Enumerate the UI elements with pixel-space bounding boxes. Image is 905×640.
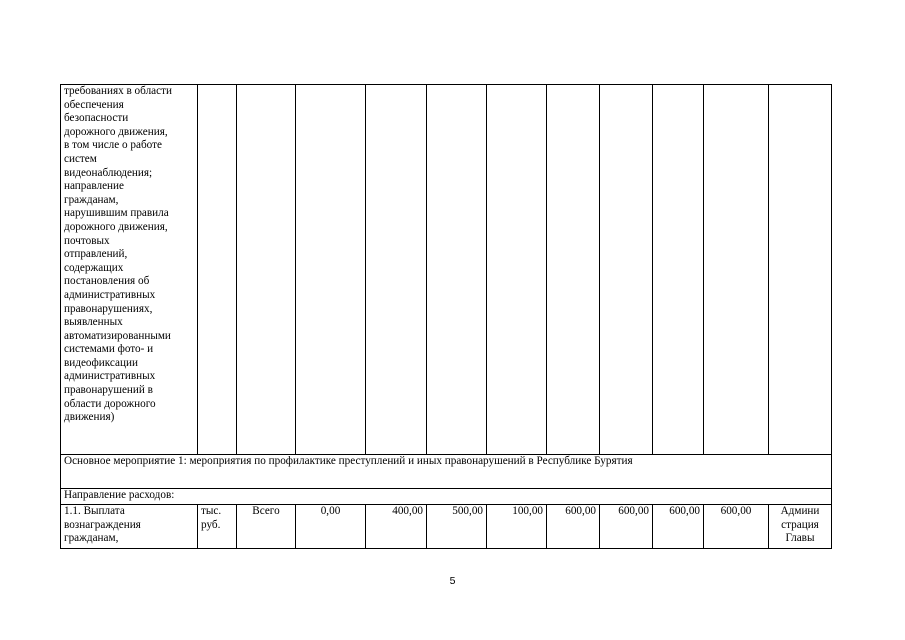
continuation-description-cell: [61, 85, 198, 455]
value-cell: 500,00: [427, 505, 487, 549]
page-number: 5: [449, 575, 456, 587]
empty-cell: [427, 85, 487, 455]
value-cell: 600,00: [653, 505, 704, 549]
empty-cell: [653, 85, 704, 455]
value-cell: 0,00: [296, 505, 366, 549]
main-event-row: [61, 455, 832, 489]
empty-cell: [296, 85, 366, 455]
item-name-cell: 1.1. Выплата вознаграждения гражданам,: [61, 505, 198, 549]
unit-cell: тыс. руб.: [198, 505, 237, 549]
empty-cell: [198, 85, 237, 455]
empty-cell: [704, 85, 769, 455]
value-cell: 600,00: [547, 505, 600, 549]
empty-cell: [237, 85, 296, 455]
continuation-row: [61, 85, 832, 455]
empty-cell: [769, 85, 832, 455]
empty-cell: [600, 85, 653, 455]
table-row: [61, 505, 832, 549]
program-table: [60, 84, 832, 549]
value-cell: 600,00: [600, 505, 653, 549]
main-event-heading: Основное мероприятие 1: мероприятия по профилактике преступлений и иных правонарушений в Республике Бурятия: [61, 455, 832, 489]
value-cell: 400,00: [366, 505, 427, 549]
executor-cell: Админи страция Главы: [769, 505, 832, 549]
direction-heading: Направление расходов:: [61, 489, 832, 505]
direction-row: [61, 489, 832, 505]
empty-cell: [487, 85, 547, 455]
value-cell: 100,00: [487, 505, 547, 549]
continuation-description: требованиях в области обеспечения безопасности дорожного движения, в том числе о работе систем видеонаблюдения; направление гражданам, нарушившим правила дорожного движения, почтовых отправлений, содержащих постановления об административных правонарушениях, выявленных автоматизированными системами фото- и видеофиксации административных правонарушений в области дорожного движения): [64, 85, 172, 424]
funding-source-cell: Всего: [237, 505, 296, 549]
empty-cell: [547, 85, 600, 455]
value-cell: 600,00: [704, 505, 769, 549]
empty-cell: [366, 85, 427, 455]
